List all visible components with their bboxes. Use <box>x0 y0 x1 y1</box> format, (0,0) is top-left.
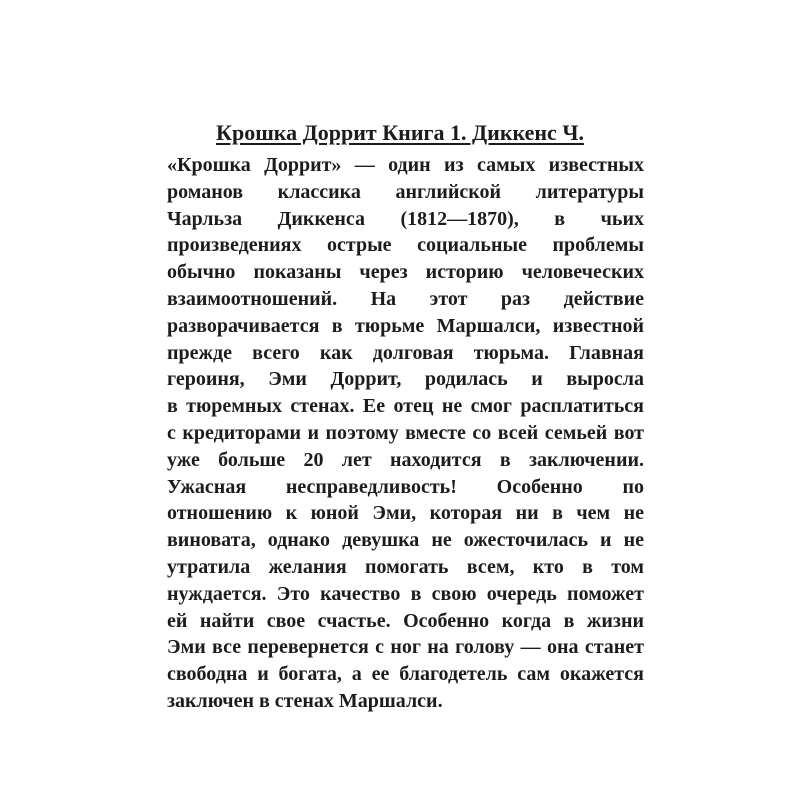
body-line: утратила желания помогать всем, кто в том <box>167 555 644 578</box>
body-line: с кредиторами и поэтому вместе со всей семьей вот <box>167 421 644 444</box>
document-title <box>0 120 800 146</box>
document-title-text: Крошка Доррит Книга 1. Диккенс Ч. <box>216 120 584 145</box>
body-line: Эми все перевернется с ног на голову — она станет <box>167 636 644 659</box>
body-line: заключен в стенах Маршалси. <box>167 689 443 712</box>
document-body <box>167 152 644 715</box>
body-line: в тюремных стенах. Ее отец не смог расплатиться <box>167 395 644 418</box>
body-line: Ужасная несправедливость! Особенно по <box>167 475 644 498</box>
body-line: «Крошка Доррит» — один из самых известных <box>167 154 644 176</box>
body-line: обычно показаны через историю человеческих <box>167 261 644 284</box>
body-line: героиня, Эми Доррит, родилась и выросла <box>167 368 644 391</box>
body-line: взаимоотношений. На этот раз действие <box>167 287 644 310</box>
body-line: уже больше 20 лет находится в заключении. <box>167 448 644 471</box>
body-line: разворачивается в тюрьме Маршалси, известной <box>167 314 644 337</box>
body-line: виновата, однако девушка не ожесточилась и не <box>167 529 644 552</box>
body-line: произведениях острые социальные проблемы <box>167 234 644 257</box>
body-line: Чарльза Диккенса (1812—1870), в чьих <box>167 207 644 230</box>
body-line: свободна и богата, а ее благодетель сам окажется <box>167 663 644 686</box>
body-line: ей найти свое счастье. Особенно когда в жизни <box>167 609 644 632</box>
body-line: отношению к юной Эми, которая ни в чем не <box>167 502 644 525</box>
body-line: романов классика английской литературы <box>167 180 644 203</box>
body-line: нуждается. Это качество в свою очередь поможет <box>167 582 644 605</box>
body-line: прежде всего как долговая тюрьма. Главная <box>167 341 644 364</box>
